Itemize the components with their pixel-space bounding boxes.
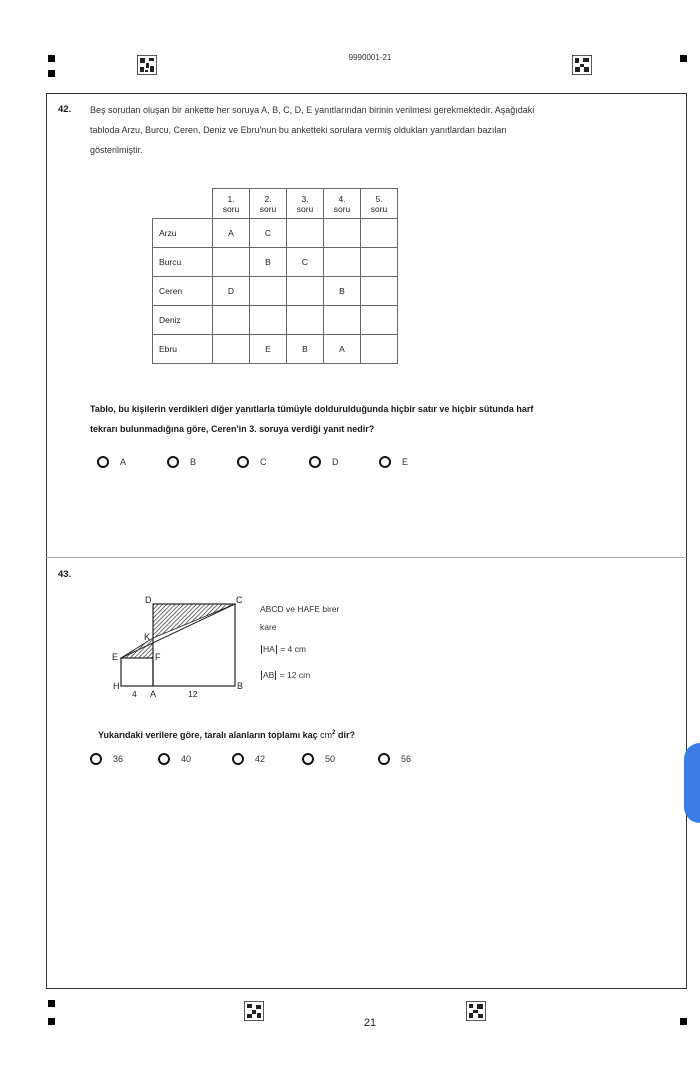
label-k: K bbox=[144, 632, 151, 642]
radio-circle-icon[interactable] bbox=[237, 456, 249, 468]
question-43-number: 43. bbox=[58, 569, 72, 580]
given-line: kare bbox=[260, 622, 277, 632]
label-e: E bbox=[112, 652, 119, 662]
radio-circle-icon[interactable] bbox=[302, 753, 314, 765]
given-ha: HA = 4 cm bbox=[263, 644, 306, 654]
table-cell: C bbox=[287, 248, 324, 277]
intro-line: gösterilmiştir. bbox=[90, 145, 143, 155]
option-b[interactable]: 40 bbox=[158, 753, 232, 765]
table-cell: D bbox=[213, 277, 250, 306]
table-cell bbox=[213, 306, 250, 335]
radio-circle-icon[interactable] bbox=[378, 753, 390, 765]
column-header: 1. soru bbox=[213, 189, 250, 219]
option-b[interactable]: B bbox=[167, 456, 237, 468]
table-row bbox=[153, 277, 398, 306]
radio-circle-icon[interactable] bbox=[97, 456, 109, 468]
side-scroll-tab[interactable] bbox=[684, 743, 700, 823]
option-c[interactable]: 42 bbox=[232, 753, 302, 765]
answers-table bbox=[152, 188, 398, 364]
table-cell: B bbox=[250, 248, 287, 277]
geometry-figure bbox=[100, 590, 260, 705]
qr-code-icon bbox=[244, 1001, 264, 1021]
radio-circle-icon[interactable] bbox=[158, 753, 170, 765]
section-divider bbox=[46, 557, 687, 558]
table-cell bbox=[213, 335, 250, 364]
table-cell bbox=[361, 335, 398, 364]
qr-code-icon bbox=[466, 1001, 486, 1021]
table-cell bbox=[287, 219, 324, 248]
label-c: C bbox=[236, 595, 243, 605]
registration-mark bbox=[680, 1018, 687, 1025]
radio-circle-icon[interactable] bbox=[167, 456, 179, 468]
radio-circle-icon[interactable] bbox=[232, 753, 244, 765]
question-42-intro bbox=[90, 100, 680, 160]
given-line: ABCD ve HAFE birer bbox=[260, 604, 340, 614]
option-e[interactable]: 56 bbox=[378, 753, 438, 765]
option-a[interactable]: 36 bbox=[90, 753, 158, 765]
table-cell bbox=[324, 219, 361, 248]
qr-code-icon bbox=[572, 55, 592, 75]
length-ab: 12 bbox=[188, 689, 198, 699]
label-a: A bbox=[150, 689, 157, 699]
question-43-options bbox=[90, 753, 438, 765]
column-header: 4. soru bbox=[324, 189, 361, 219]
table-cell bbox=[287, 306, 324, 335]
question-43-prompt: Yukarıdaki verilere göre, taralı alanların toplamı kaç $cm^2$ dir? bbox=[98, 730, 355, 740]
option-a[interactable]: A bbox=[97, 456, 167, 468]
table-row bbox=[153, 306, 398, 335]
given-ab: AB = 12 cm bbox=[263, 670, 311, 680]
question-42-number: 42. bbox=[58, 104, 72, 115]
label-f: F bbox=[155, 652, 161, 662]
label-d: D bbox=[145, 595, 152, 605]
page-number: 21 bbox=[363, 1017, 377, 1029]
registration-mark bbox=[48, 1018, 55, 1025]
square-hafe bbox=[121, 658, 153, 686]
table-cell: B bbox=[324, 277, 361, 306]
radio-circle-icon[interactable] bbox=[379, 456, 391, 468]
prompt-line: tekrarı bulunmadığına göre, Ceren'in 3. soruya verdiği yanıt nedir? bbox=[90, 424, 375, 434]
row-name: Arzu bbox=[153, 219, 213, 248]
column-header: 3. soru bbox=[287, 189, 324, 219]
label-b: B bbox=[237, 681, 244, 691]
table-cell bbox=[324, 248, 361, 277]
option-e[interactable]: E bbox=[379, 456, 449, 468]
row-name: Ebru bbox=[153, 335, 213, 364]
document-code: 9990001-21 bbox=[348, 53, 392, 62]
table-corner bbox=[153, 189, 213, 219]
table-cell: A bbox=[213, 219, 250, 248]
option-d[interactable]: 50 bbox=[302, 753, 378, 765]
row-name: Burcu bbox=[153, 248, 213, 277]
table-cell bbox=[250, 306, 287, 335]
table-cell: C bbox=[250, 219, 287, 248]
option-c[interactable]: C bbox=[237, 456, 309, 468]
registration-mark bbox=[48, 55, 55, 62]
radio-circle-icon[interactable] bbox=[90, 753, 102, 765]
table-cell bbox=[213, 248, 250, 277]
prompt-line: Tablo, bu kişilerin verdikleri diğer yanıtlarla tümüyle doldurulduğunda hiçbir satır ve hiçbir sütunda harf bbox=[90, 404, 534, 414]
table-cell bbox=[287, 277, 324, 306]
label-h: H bbox=[113, 681, 120, 691]
registration-mark bbox=[48, 1000, 55, 1007]
radio-circle-icon[interactable] bbox=[309, 456, 321, 468]
table-header-row bbox=[153, 189, 398, 219]
table-row bbox=[153, 219, 398, 248]
table-row bbox=[153, 335, 398, 364]
length-ha: 4 bbox=[132, 689, 137, 699]
table-cell: A bbox=[324, 335, 361, 364]
table-cell: E bbox=[250, 335, 287, 364]
question-42-prompt bbox=[90, 399, 680, 439]
intro-line: Beş sorudan oluşan bir ankette her soruya A, B, C, D, E yanıtlarından birinin verilmesi gerekmektedir. Aşağıdaki bbox=[90, 105, 535, 115]
column-header: 2. soru bbox=[250, 189, 287, 219]
table-cell bbox=[361, 219, 398, 248]
registration-mark bbox=[680, 55, 687, 62]
table-row bbox=[153, 248, 398, 277]
column-header: 5. soru bbox=[361, 189, 398, 219]
option-d[interactable]: D bbox=[309, 456, 379, 468]
table-cell: B bbox=[287, 335, 324, 364]
registration-mark bbox=[48, 70, 55, 77]
shaded-region-upper bbox=[153, 604, 235, 638]
qr-code-icon bbox=[137, 55, 157, 75]
intro-line: tabloda Arzu, Burcu, Ceren, Deniz ve Ebru'nun bu anketteki sorulara vermiş oldukları yanıtlardan bazıları bbox=[90, 125, 507, 135]
row-name: Ceren bbox=[153, 277, 213, 306]
table-cell bbox=[361, 248, 398, 277]
table-cell bbox=[250, 277, 287, 306]
given-info bbox=[260, 602, 339, 682]
table-cell bbox=[361, 306, 398, 335]
question-42-options bbox=[97, 456, 449, 468]
row-name: Deniz bbox=[153, 306, 213, 335]
table-cell bbox=[361, 277, 398, 306]
table-cell bbox=[324, 306, 361, 335]
